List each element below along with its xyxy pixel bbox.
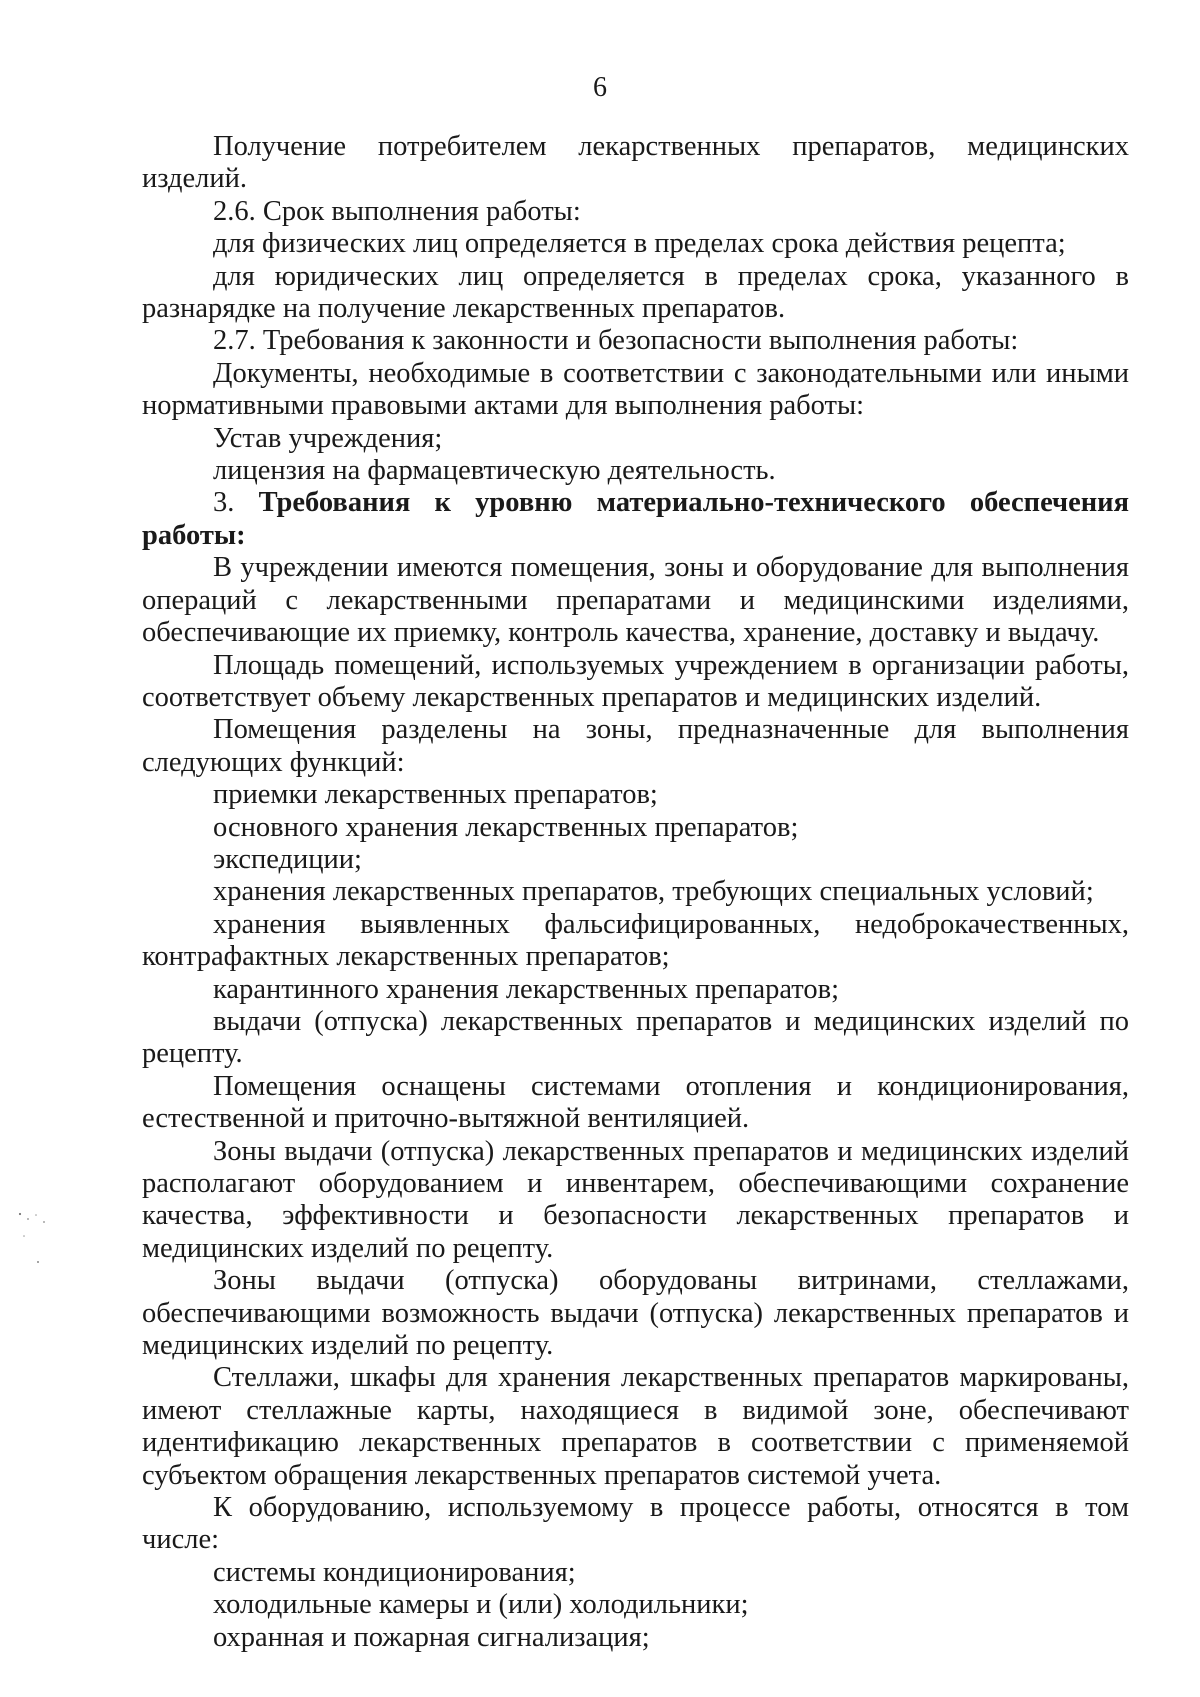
paragraph: Документы, необходимые в соответствии с законодательными или иными нормативными правовыми актами для выполнения работы: [142, 357, 1129, 422]
document-body [142, 131, 1129, 1654]
paragraph: Стеллажи, шкафы для хранения лекарственных препаратов маркированы, имеют стеллажные карты, находящиеся в видимой зоне, обеспечивают идентификацию лекарственных препаратов в соответствии с применяемой субъектом обращения лекарственных препаратов системой учета. [142, 1362, 1129, 1491]
list-item: охранная и пожарная сигнализация; [213, 1621, 650, 1653]
scan-specks [14, 1210, 60, 1266]
paragraph: Помещения оснащены системами отопления и кондиционирования, естественной и приточно-вытяжной вентиляцией. [142, 1070, 1129, 1135]
list-item: хранения лекарственных препаратов, требующих специальных условий; [213, 876, 1094, 908]
list-item: приемки лекарственных препаратов; [213, 779, 658, 811]
section-title: Требования к уровню материально-технического обеспечения работы: [142, 487, 1129, 551]
paragraph: 2.6. Срок выполнения работы: [213, 195, 581, 227]
paragraph: Зоны выдачи (отпуска) оборудованы витринами, стеллажами, обеспечивающими возможность выдачи (отпуска) лекарственных препаратов и медицинских изделий по рецепту. [142, 1265, 1129, 1362]
paragraph: К оборудованию, используемому в процессе работы, относятся в том числе: [142, 1492, 1129, 1556]
paragraph: Устав учреждения; [213, 422, 443, 454]
paragraph: 2.7. Требования к законности и безопасности выполнения работы: [213, 325, 1019, 357]
paragraph: Получение потребителем лекарственных препаратов, медицинских изделий. [142, 131, 1129, 195]
list-item: карантинного хранения лекарственных препаратов; [213, 973, 839, 1005]
section-number: 3. [213, 487, 235, 519]
paragraph: для физических лиц определяется в пределах срока действия рецепта; [213, 228, 1066, 260]
list-item: основного хранения лекарственных препаратов; [213, 811, 799, 843]
paragraph: Помещения разделены на зоны, предназначенные для выполнения следующих функций: [142, 714, 1129, 778]
list-item: системы кондиционирования; [213, 1556, 576, 1588]
list-item: хранения выявленных фальсифицированных, недоброкачественных, контрафактных лекарственных препаратов; [142, 908, 1129, 973]
paragraph: Площадь помещений, используемых учреждением в организации работы, соответствует объему лекарственных препаратов и медицинских изделий. [142, 649, 1129, 713]
paragraph: В учреждении имеются помещения, зоны и оборудование для выполнения операций с лекарственными препаратами и медицинскими изделиями, обеспечивающие их приемку, контроль качества, хранение, доставку и выдачу. [142, 552, 1129, 649]
paragraph: лицензия на фармацевтическую деятельность. [213, 455, 776, 487]
section-heading [142, 487, 1129, 552]
page-number: 6 [593, 72, 607, 103]
list-item: выдачи (отпуска) лекарственных препаратов и медицинских изделий по рецепту. [142, 1005, 1129, 1070]
paragraph: для юридических лиц определяется в пределах срока, указанного в разнарядке на получение лекарственных препаратов. [142, 260, 1129, 325]
paragraph: Зоны выдачи (отпуска) лекарственных препаратов и медицинских изделий располагают оборудованием и инвентарем, обеспечивающими сохранение качества, эффективности и безопасности лекарственных препаратов и медицинских изделий по рецепту. [142, 1135, 1129, 1264]
list-item: холодильные камеры и (или) холодильники; [213, 1589, 749, 1621]
list-item: экспедиции; [213, 843, 362, 875]
